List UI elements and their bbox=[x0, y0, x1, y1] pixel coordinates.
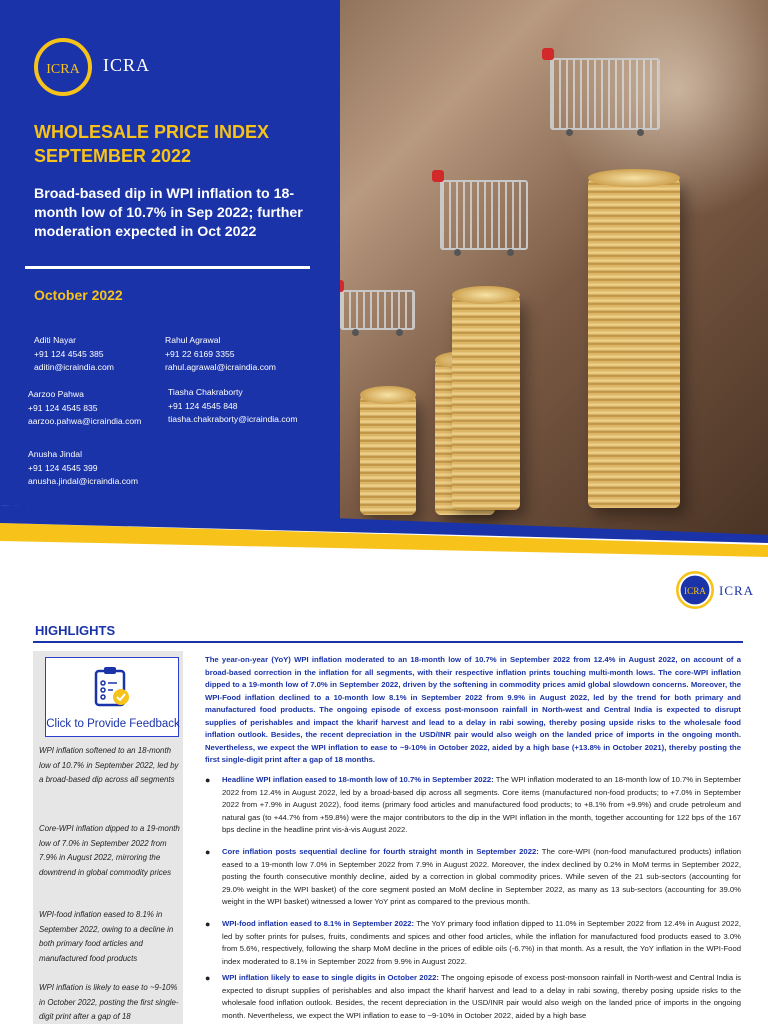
icra-logo-small-icon bbox=[676, 571, 714, 609]
report-date: October 2022 bbox=[34, 287, 123, 303]
contact-name: Anusha Jindal bbox=[28, 449, 82, 459]
contact-name: Aarzoo Pahwa bbox=[28, 389, 84, 399]
highlight-bullet bbox=[205, 846, 741, 909]
sidebar-note: Core-WPI inflation dipped to a 19-month low of 7.0% in September 2022 from 7.9% in August 2022, mirroring the downtrend in global commodity prices bbox=[39, 824, 180, 877]
contact-email[interactable]: anusha.jindal@icraindia.com bbox=[28, 476, 138, 486]
clipboard-check-icon bbox=[93, 666, 131, 708]
contact-card bbox=[28, 448, 138, 489]
icra-logo-icon bbox=[34, 38, 92, 96]
report-title bbox=[34, 120, 314, 168]
highlights-intro-paragraph: The year-on-year (YoY) WPI inflation moderated to an 18-month low of 10.7% in September 2022 from 12.4% in August 2022, on account of a broad-based correction in the inflation for all segments, with their respective inflation prints touching multi-month lows. The core-WPI inflation dipped to a 19-month low of 7.0% in September 2022, driven by the softening in commodity prices amid global slowdown concerns. Moreover, the WPI-Food inflation declined to a 10-month low 8.1% in September 2022 from 9.9% in August 2022, led by the trend for both primary and manufactured food products. The ongoing episode of excess post-monsoon rainfall in North-west and Central India is expected to disrupt supplies of perishables and impact the kharif harvest and lead to a delay in rabi sowing, thereby posing upside risks to the wholesale food inflation outlook. Besides, the recent depreciation in the USD/INR pair would also weigh on the landed price of imports in the ongoing month. Nevertheless, we expect the WPI inflation to ease to ~9-10% in October 2022, aided by a high base (+13.8% in October 2021), thereby posting the first single-digit print after a gap of 18 months. bbox=[205, 655, 741, 764]
sidebar-note: WPI inflation is likely to ease to ~9-10% in October 2022, posting the first single-digit print after a gap of 18 bbox=[39, 983, 179, 1021]
bullet-text: The core-WPI (non-food manufactured products) inflation eased to a 19-month low 7.0% in September 2022 from 7.9% in August 2022. Moreover, the index declined by 0.2% in MoM terms in September 2022, posting the fourth consecutive monthly decline, aided by a correction in global commodity prices. While seven of the 21 sub-sectors (accounting for 29.0% weight in the WPI basket) of the core segment posted an MoM decline in September 2022, as many as 13 sub-sectors (accounting for 39.0% weight in the WPI basket) witnessed a lower YoY print as compared to the previous month. bbox=[222, 847, 741, 906]
bullet-lead: Headline WPI inflation eased to 18-month low of 10.7% in September 2022: bbox=[222, 775, 494, 784]
contact-card bbox=[165, 334, 276, 375]
contact-name: Aditi Nayar bbox=[34, 335, 77, 345]
highlights-heading: HIGHLIGHTS bbox=[35, 623, 116, 638]
highlight-bullet bbox=[205, 972, 741, 1022]
contact-card bbox=[34, 334, 114, 375]
bullet-dot-icon: ● bbox=[205, 919, 211, 929]
bullet-dot-icon: ● bbox=[205, 973, 211, 983]
icra-wordmark-small: ICRA bbox=[719, 583, 755, 598]
bullet-lead: WPI-food inflation eased to 8.1% in September 2022: bbox=[222, 919, 415, 928]
sidebar-note: WPI inflation softened to an 18-month low of 10.7% in September 2022, led by a broad-based dip across all segments bbox=[39, 746, 179, 784]
bullet-text: The YoY primary food inflation dipped to 11.0% in September 2022 from 12.4% in August 2022, led by softer prints for pulses, fruits, condiments and spices and other food articles, while the inflation for manufactured food products eased to 3.0% from 5.6%, respectively, following the sharp MoM decline in the prices of edible oils (-6.7%) in that month. As a result, the YoY inflation in the WPI-Food index moderated to 8.1% in September 2022 from 9.9% in August 2022. bbox=[222, 919, 741, 966]
report-subtitle: Broad-based dip in WPI inflation to 18-month low of 10.7% in Sep 2022; further moderation expected in Oct 2022 bbox=[34, 186, 303, 240]
contact-email[interactable]: aditin@icraindia.com bbox=[34, 362, 114, 372]
highlights-divider bbox=[33, 641, 743, 643]
contact-phone: +91 22 6169 3355 bbox=[165, 348, 235, 359]
contact-phone: +91 124 4545 399 bbox=[28, 462, 98, 473]
coin-stack-medium bbox=[452, 295, 520, 510]
bullet-lead: Core inflation posts sequential decline for fourth straight month in September 2022: bbox=[222, 847, 539, 856]
contact-name: Rahul Agrawal bbox=[165, 335, 221, 345]
contact-name: Tiasha Chakraborty bbox=[168, 387, 243, 397]
contact-email[interactable]: rahul.agrawal@icraindia.com bbox=[165, 362, 276, 372]
report-title-line1: WHOLESALE PRICE INDEX bbox=[34, 122, 270, 142]
report-title-line2: SEPTEMBER 2022 bbox=[34, 146, 192, 166]
highlight-bullet bbox=[205, 918, 741, 968]
contact-email[interactable]: tiasha.chakraborty@icraindia.com bbox=[168, 414, 298, 424]
cover-photo-coins-and-carts bbox=[300, 0, 768, 540]
coin-stack-small bbox=[360, 395, 416, 515]
contact-card bbox=[168, 386, 298, 427]
coin-stack-tall bbox=[588, 178, 680, 508]
shopping-cart-large bbox=[550, 58, 660, 130]
icra-wordmark: ICRA bbox=[103, 55, 151, 75]
bullet-lead: WPI inflation likely to ease to single digits in October 2022: bbox=[222, 973, 439, 982]
contact-email[interactable]: aarzoo.pahwa@icraindia.com bbox=[28, 416, 142, 426]
shopping-cart-small bbox=[340, 290, 415, 330]
contact-card bbox=[28, 388, 141, 429]
contact-phone: +91 124 4545 385 bbox=[34, 348, 104, 359]
cover-wave-decoration bbox=[0, 505, 768, 560]
cover-divider bbox=[25, 266, 310, 269]
highlight-bullet bbox=[205, 774, 741, 837]
bullet-dot-icon: ● bbox=[205, 775, 211, 785]
svg-text:ICRA: ICRA bbox=[46, 62, 80, 77]
feedback-label: Click to Provide Feedback bbox=[46, 718, 180, 730]
bullet-dot-icon: ● bbox=[205, 847, 211, 857]
sidebar-note: WPI-food inflation eased to 8.1% in September 2022, owing to a decline in both primary food articles and manufactured food products bbox=[39, 910, 174, 963]
svg-text:ICRA: ICRA bbox=[684, 585, 706, 596]
contact-phone: +91 124 4545 835 bbox=[28, 402, 98, 413]
bullet-text: The WPI inflation moderated to an 18-month low of 10.7% in September 2022 from 12.4% in August 2022, led by a broad-based dip across all segments. Core items (manufactured non-food products; to +7.0% in September 2022 from +7.9% in August 2022), food items (primary food articles and manufactured food products; to +8.1% from +9.9%) and crude petroleum and natural gas (to +44.7% from +59.8%) were the major contributors to the dip in the WPI inflation in the month, together accounting for 122 bps of the 167 bps decline in the headline print vis-à-vis August 2022. bbox=[222, 775, 741, 834]
bullet-text: The ongoing episode of excess post-monsoon rainfall in North-west and Central India is expected to disrupt supplies of perishables and also impact the kharif harvest and lead to a delay in rabi sowing, thereby posing upside risks to the wholesale food inflation outlook. Besides, the recent depreciation in the USD/INR pair would also weigh on the landed price of imports in the ongoing month. Nevertheless, we expect the WPI inflation to ease to ~9-10% in October 2022, aided by a high base bbox=[222, 973, 742, 1020]
shopping-cart-medium bbox=[440, 180, 528, 250]
feedback-button[interactable] bbox=[45, 657, 179, 737]
contact-phone: +91 124 4545 848 bbox=[168, 400, 238, 411]
